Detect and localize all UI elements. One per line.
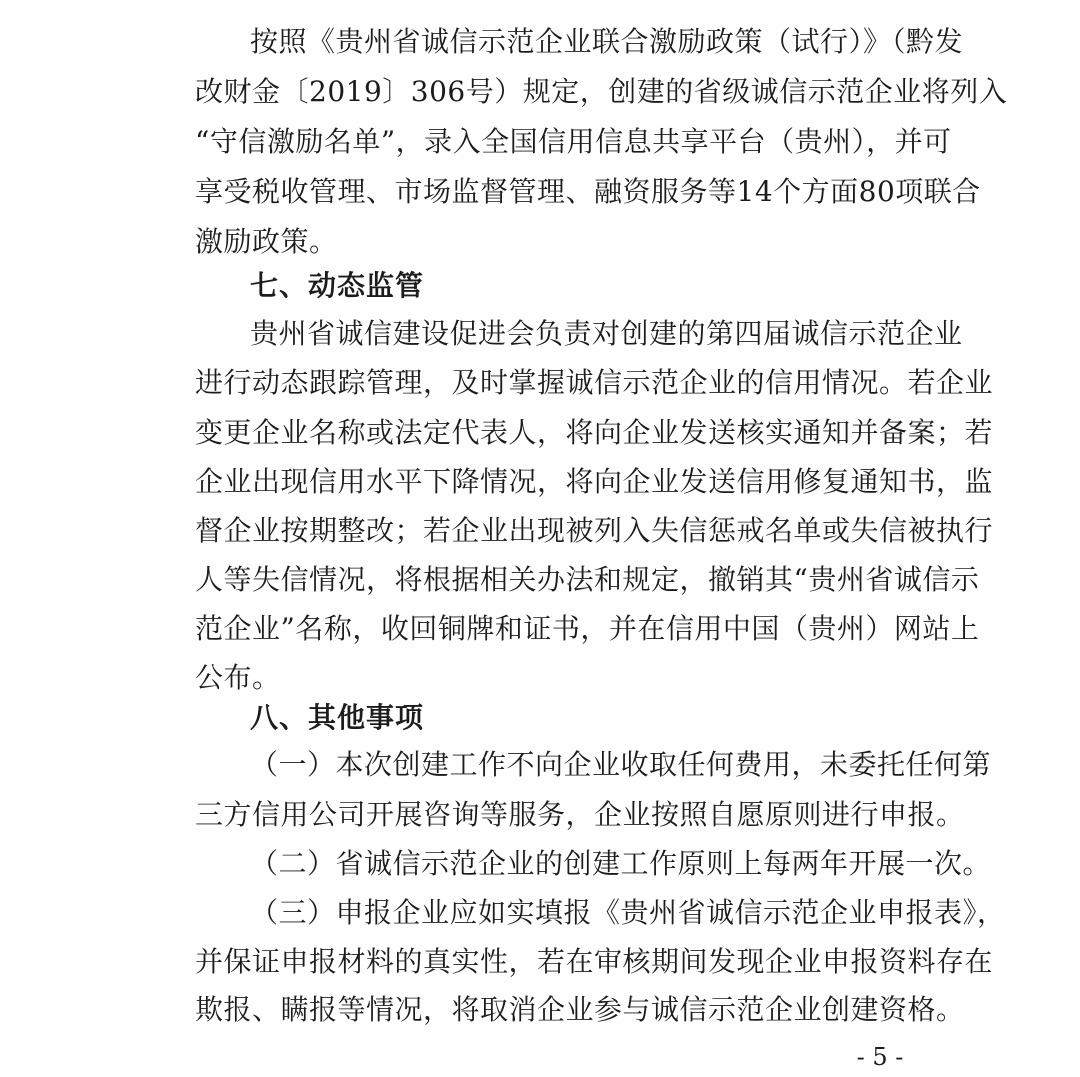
list-item-line: （一）本次创建工作不向企业收取任何费用，未委托任何第	[250, 748, 992, 781]
paragraph-line: 人等失信情况，将根据相关办法和规定，撤销其“贵州省诚信示	[195, 563, 980, 596]
paragraph-line: 督企业按期整改；若企业出现被列入失信惩戒名单或失信被执行	[195, 514, 994, 547]
page-number: - 5 -	[856, 1043, 904, 1071]
paragraph-line: 改财金〔2019〕306号）规定，创建的省级诚信示范企业将列入	[195, 75, 1008, 108]
paragraph-line: 按照《贵州省诚信示范企业联合激励政策（试行）》（黔发	[250, 25, 964, 58]
section-heading: 七、动态监管	[250, 269, 425, 302]
paragraph-line: 企业出现信用水平下降情况，将向企业发送信用修复通知书，监	[195, 465, 994, 498]
paragraph-line: 享受税收管理、市场监督管理、融资服务等14个方面80项联合	[195, 175, 981, 208]
paragraph-line: “守信激励名单”，录入全国信用信息共享平台（贵州），并可	[195, 125, 952, 158]
paragraph-line: 贵州省诚信建设促进会负责对创建的第四届诚信示范企业	[250, 317, 963, 350]
paragraph-line: 激励政策。	[195, 225, 338, 258]
list-item-line: （三）申报企业应如实填报《贵州省诚信示范企业申报表》，	[250, 896, 1006, 929]
list-item-line: （二）省诚信示范企业的创建工作原则上每两年开展一次。	[250, 847, 992, 880]
paragraph-line: 公布。	[195, 661, 281, 694]
paragraph-line: 进行动态跟踪管理，及时掌握诚信示范企业的信用情况。若企业	[195, 366, 994, 399]
list-item-line: 三方信用公司开展咨询等服务，企业按照自愿原则进行申报。	[195, 798, 965, 831]
section-heading: 八、其他事项	[250, 701, 425, 734]
list-item-line: 欺报、瞒报等情况，将取消企业参与诚信示范企业创建资格。	[195, 993, 965, 1026]
list-item-line: 并保证申报材料的真实性，若在审核期间发现企业申报资料存在	[195, 945, 994, 978]
paragraph-line: 变更企业名称或法定代表人，将向企业发送核实通知并备案；若	[195, 416, 994, 449]
paragraph-line: 范企业”名称，收回铜牌和证书，并在信用中国（贵州）网站上	[195, 612, 980, 645]
